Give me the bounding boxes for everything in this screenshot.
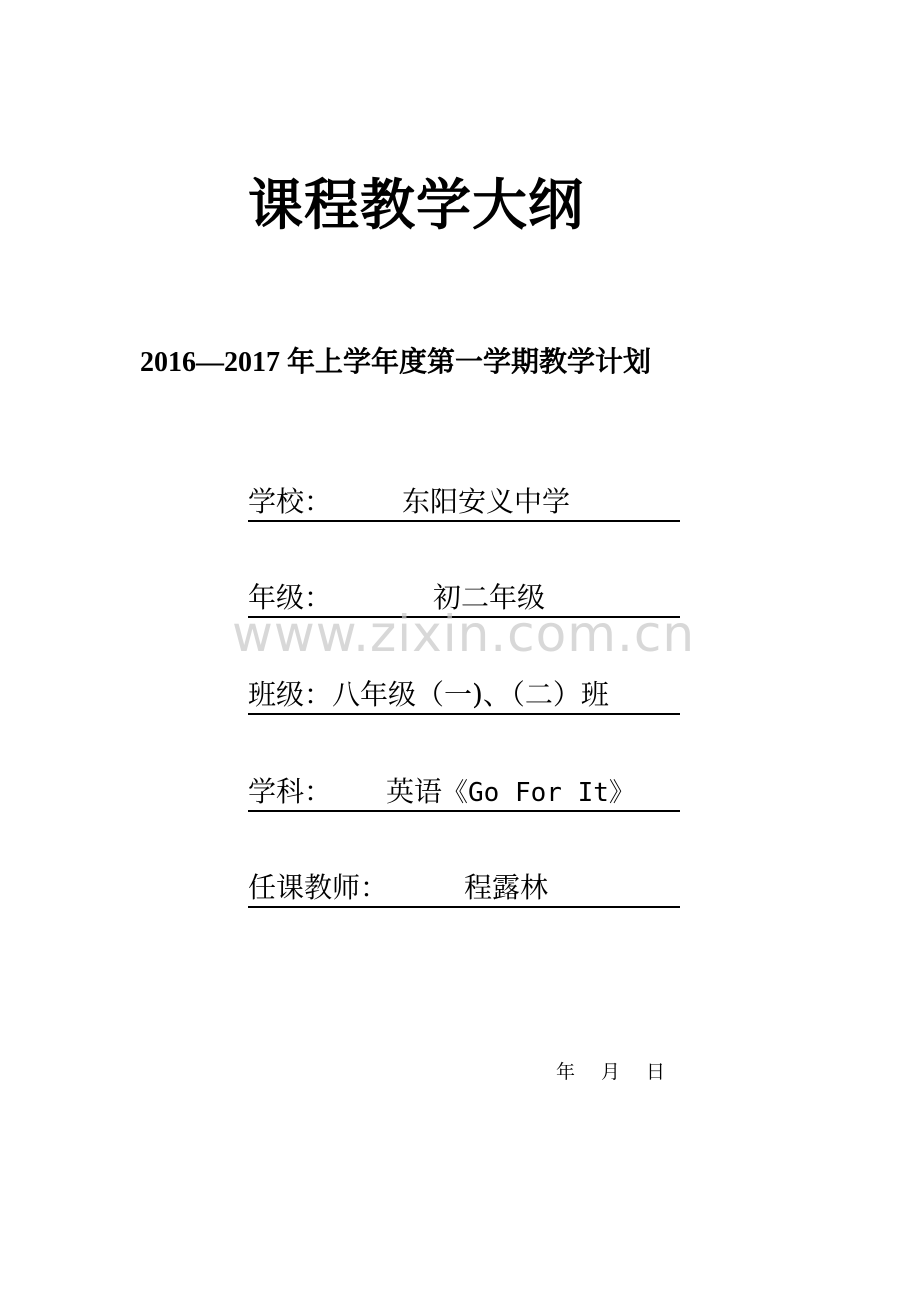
document-title: 课程教学大纲 [248,173,585,237]
school-field [248,482,680,522]
teacher-field [248,868,680,908]
subject-value [386,772,635,813]
subject-field [248,772,680,812]
grade-value: 初二年级 [433,581,546,614]
document-subtitle: 2016—2017 年上学年度第一学期教学计划 [140,347,652,378]
subject-value-cn: 英语 [386,775,443,808]
teacher-value: 程露林 [464,871,549,904]
subject-label: 学科： [248,775,333,808]
school-value: 东阳安义中学 [402,485,571,518]
date-year: 年 [556,1061,576,1083]
subject-value-en: 《Go For It》 [442,778,635,808]
date-month: 月 [601,1061,621,1083]
class-label: 班级：八年级（一)、（二）班 [248,678,609,711]
class-field [248,675,680,715]
date-day: 日 [646,1061,666,1083]
watermark: www.zixin.com.cn [232,605,696,663]
school-label: 学校： [248,485,333,518]
teacher-label: 任课教师： [248,871,389,904]
grade-label: 年级： [248,581,333,614]
date-line [556,1058,665,1086]
